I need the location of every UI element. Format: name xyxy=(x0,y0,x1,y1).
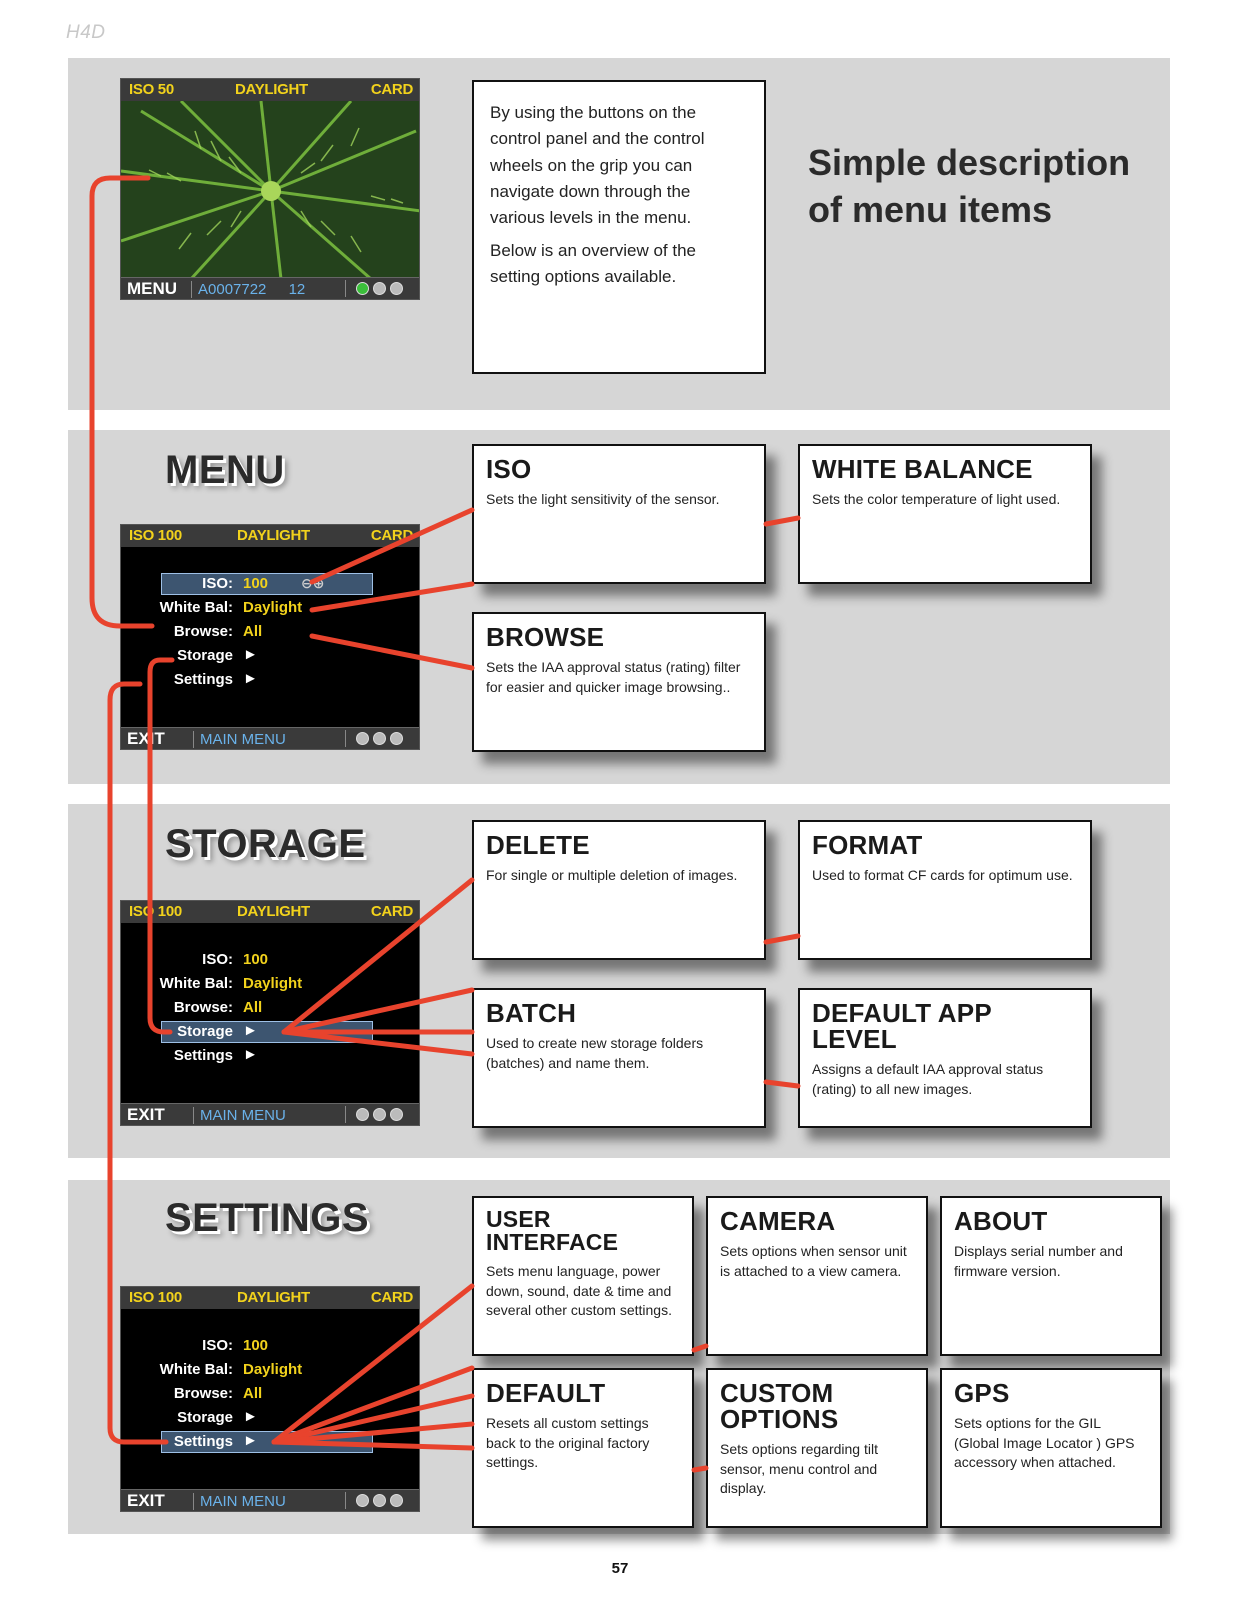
gps-box: GPS Sets options for the GIL (Global Image Locator ) GPS accessory when attached. xyxy=(940,1368,1162,1528)
exit-softkey[interactable]: EXIT xyxy=(127,729,165,748)
card-status: CARD xyxy=(370,903,413,920)
status-dot-icon xyxy=(390,1494,403,1507)
page-title: Simple description of menu items xyxy=(808,142,1131,230)
user-interface-box: USER INTERFACE Sets menu language, power down, sound, date & time and several other custom settings. xyxy=(472,1196,694,1356)
card-status: CARD xyxy=(370,1289,413,1306)
iso-status: ISO 50 xyxy=(129,81,174,98)
default-box: DEFAULT Resets all custom settings back to the original factory settings. xyxy=(472,1368,694,1528)
status-dot-icon xyxy=(356,1494,369,1507)
menu-row-iso[interactable]: ISO: 100 ⊖⊕ xyxy=(202,575,325,592)
wb-status: DAYLIGHT xyxy=(235,81,308,98)
status-dot-icon xyxy=(373,732,386,745)
menu-softkey: MENU xyxy=(127,279,178,298)
status-dot-icon xyxy=(390,282,403,295)
status-dots xyxy=(345,1492,415,1509)
menu-row-storage[interactable]: Storage ► xyxy=(177,1022,258,1040)
main-menu-label: MAIN MENU xyxy=(193,731,286,748)
screen-bottom-bar xyxy=(121,277,419,299)
browse-box: BROWSE Sets the IAA approval status (rating) filter for easier and quicker image browsing.. xyxy=(472,612,766,752)
delete-box: DELETE For single or multiple deletion of images. xyxy=(472,820,766,960)
status-dot-icon xyxy=(356,282,369,295)
white-balance-box: WHITE BALANCE Sets the color temperature of light used. xyxy=(798,444,1092,584)
page-number: 57 xyxy=(611,1560,629,1577)
file-name: A0007722 xyxy=(198,281,267,298)
image-count: 12 xyxy=(288,281,306,298)
menu-row-white-bal[interactable]: White Bal: Daylight xyxy=(159,1361,303,1378)
batch-box: BATCH Used to create new storage folders (batches) and name them. xyxy=(472,988,766,1128)
iso-status: ISO 100 xyxy=(129,527,182,544)
fern-preview-image xyxy=(121,101,419,279)
menu-row-settings[interactable]: Settings ► xyxy=(173,1432,258,1450)
menu-row-iso[interactable]: ISO: 100 xyxy=(202,1337,269,1354)
status-dots xyxy=(345,280,415,297)
iso-status: ISO 100 xyxy=(129,1289,182,1306)
main-menu-label: MAIN MENU xyxy=(193,1493,286,1510)
arrow-right-icon: ► xyxy=(243,646,258,663)
storage-section-title: STORAGE xyxy=(165,822,366,866)
menu-row-browse[interactable]: Browse: All xyxy=(173,623,263,640)
status-dot-icon xyxy=(356,1108,369,1121)
screen-bottom-bar xyxy=(121,1489,419,1511)
format-box: FORMAT Used to format CF cards for optimum use. xyxy=(798,820,1092,960)
status-dot-icon xyxy=(390,732,403,745)
iso-status: ISO 100 xyxy=(129,903,182,920)
menu-row-settings[interactable]: Settings ► xyxy=(173,1046,258,1064)
wb-status: DAYLIGHT xyxy=(237,1289,310,1306)
menu-camera-screen xyxy=(120,524,420,750)
menu-row-storage[interactable]: Storage ► xyxy=(177,646,258,664)
settings-section-title: SETTINGS xyxy=(165,1196,370,1240)
intro-text-box xyxy=(472,80,766,374)
screen-bottom-bar xyxy=(121,1103,419,1125)
card-status: CARD xyxy=(370,81,413,98)
status-dot-icon xyxy=(390,1108,403,1121)
menu-row-iso[interactable]: ISO: 100 xyxy=(202,951,269,968)
menu-section-title: MENU xyxy=(165,448,285,492)
about-box: ABOUT Displays serial number and firmware version. xyxy=(940,1196,1162,1356)
main-menu-label: MAIN MENU xyxy=(193,1107,286,1124)
custom-options-box: CUSTOM OPTIONS Sets options regarding tilt sensor, menu control and display. xyxy=(706,1368,928,1528)
status-dot-icon xyxy=(356,732,369,745)
intro-camera-screen xyxy=(120,78,420,300)
screen-status-bar xyxy=(121,901,419,923)
storage-camera-screen xyxy=(120,900,420,1126)
menu-row-browse[interactable]: Browse: All xyxy=(173,999,263,1016)
file-info xyxy=(191,281,321,298)
settings-camera-screen xyxy=(120,1286,420,1512)
menu-row-white-bal[interactable]: White Bal: Daylight xyxy=(159,599,303,616)
status-dot-icon xyxy=(373,282,386,295)
intro-paragraph: By using the buttons on the control panel and the control wheels on the grip you can navigate down through the various levels in the menu. xyxy=(490,103,705,228)
menu-row-white-bal[interactable]: White Bal: Daylight xyxy=(159,975,303,992)
brand-header: H4D xyxy=(66,22,106,43)
iso-box: ISO Sets the light sensitivity of the sensor. xyxy=(472,444,766,584)
status-dots xyxy=(345,730,415,747)
arrow-right-icon: ► xyxy=(243,1022,258,1039)
screen-status-bar xyxy=(121,79,419,101)
status-dots xyxy=(345,1106,415,1123)
status-dot-icon xyxy=(373,1108,386,1121)
arrow-right-icon: ► xyxy=(243,1432,258,1449)
arrow-right-icon: ► xyxy=(243,670,258,687)
intro-paragraph: Below is an overview of the setting options available. xyxy=(490,240,696,287)
arrow-right-icon: ► xyxy=(243,1408,258,1425)
card-status: CARD xyxy=(370,527,413,544)
menu-row-browse[interactable]: Browse: All xyxy=(173,1385,263,1402)
minus-plus-icon: ⊖⊕ xyxy=(301,575,325,591)
status-dot-icon xyxy=(373,1494,386,1507)
menu-row-settings[interactable]: Settings ► xyxy=(173,670,258,688)
wb-status: DAYLIGHT xyxy=(237,903,310,920)
wb-status: DAYLIGHT xyxy=(237,527,310,544)
screen-bottom-bar xyxy=(121,727,419,749)
screen-status-bar xyxy=(121,525,419,547)
camera-box: CAMERA Sets options when sensor unit is attached to a view camera. xyxy=(706,1196,928,1356)
default-app-level-box: DEFAULT APP LEVEL Assigns a default IAA approval status (rating) to all new images. xyxy=(798,988,1092,1128)
arrow-right-icon: ► xyxy=(243,1046,258,1063)
exit-softkey[interactable]: EXIT xyxy=(127,1105,165,1124)
exit-softkey[interactable]: EXIT xyxy=(127,1491,165,1510)
screen-status-bar xyxy=(121,1287,419,1309)
menu-row-storage[interactable]: Storage ► xyxy=(177,1408,258,1426)
